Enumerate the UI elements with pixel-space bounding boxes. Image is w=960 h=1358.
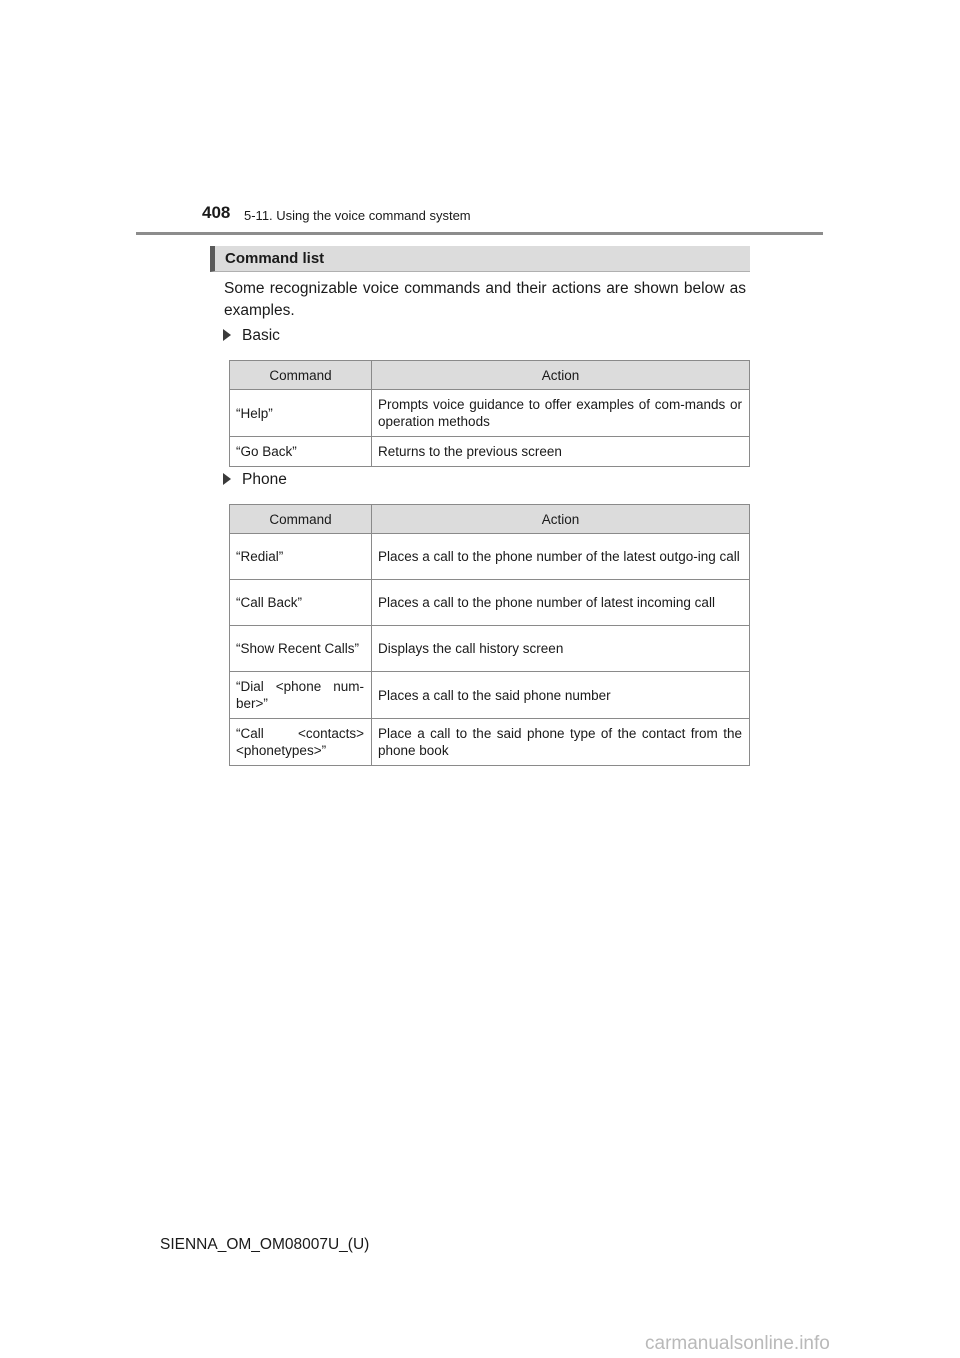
column-header-command: Command	[230, 361, 372, 390]
watermark: carmanualsonline.info	[645, 1333, 830, 1354]
table-row	[230, 390, 750, 437]
bullet-label: Basic	[242, 327, 280, 344]
page-number: 408	[202, 203, 231, 222]
command-cell: “Redial”	[230, 534, 372, 580]
bullet-phone	[223, 471, 287, 489]
phone-command-table	[229, 504, 750, 766]
basic-command-table	[229, 360, 750, 467]
action-cell: Prompts voice guidance to offer examples of com-mands or operation methods	[372, 390, 750, 437]
action-cell: Returns to the previous screen	[372, 437, 750, 467]
command-cell: “Go Back”	[230, 437, 372, 467]
triangle-bullet-icon	[223, 473, 231, 485]
header-rule	[136, 232, 823, 235]
command-list-heading	[210, 246, 750, 272]
triangle-bullet-icon	[223, 329, 231, 341]
column-header-action: Action	[372, 505, 750, 534]
action-cell: Place a call to the said phone type of the contact from the phone book	[372, 719, 750, 766]
action-cell: Places a call to the phone number of the latest outgo-ing call	[372, 534, 750, 580]
bullet-basic	[223, 327, 280, 345]
table-row	[230, 672, 750, 719]
intro-paragraph: Some recognizable voice commands and their actions are shown below as examples.	[224, 280, 746, 319]
table-row	[230, 626, 750, 672]
table-row	[230, 437, 750, 467]
command-cell: “Help”	[230, 390, 372, 437]
bullet-label: Phone	[242, 471, 287, 488]
command-cell: “Dial <phone num-ber>”	[230, 672, 372, 719]
table-header-row	[230, 361, 750, 390]
column-header-command: Command	[230, 505, 372, 534]
table-row	[230, 534, 750, 580]
command-cell: “Show Recent Calls”	[230, 626, 372, 672]
table-row	[230, 580, 750, 626]
table-row	[230, 719, 750, 766]
command-cell: “Call Back”	[230, 580, 372, 626]
footer-document-id: SIENNA_OM_OM08007U_(U)	[160, 1236, 370, 1253]
heading-text: Command list	[225, 250, 325, 267]
table-header-row	[230, 505, 750, 534]
section-title: 5-11. Using the voice command system	[244, 208, 471, 223]
column-header-action: Action	[372, 361, 750, 390]
action-cell: Places a call to the said phone number	[372, 672, 750, 719]
action-cell: Places a call to the phone number of latest incoming call	[372, 580, 750, 626]
command-cell: “Call <contacts> <phonetypes>”	[230, 719, 372, 766]
action-cell: Displays the call history screen	[372, 626, 750, 672]
